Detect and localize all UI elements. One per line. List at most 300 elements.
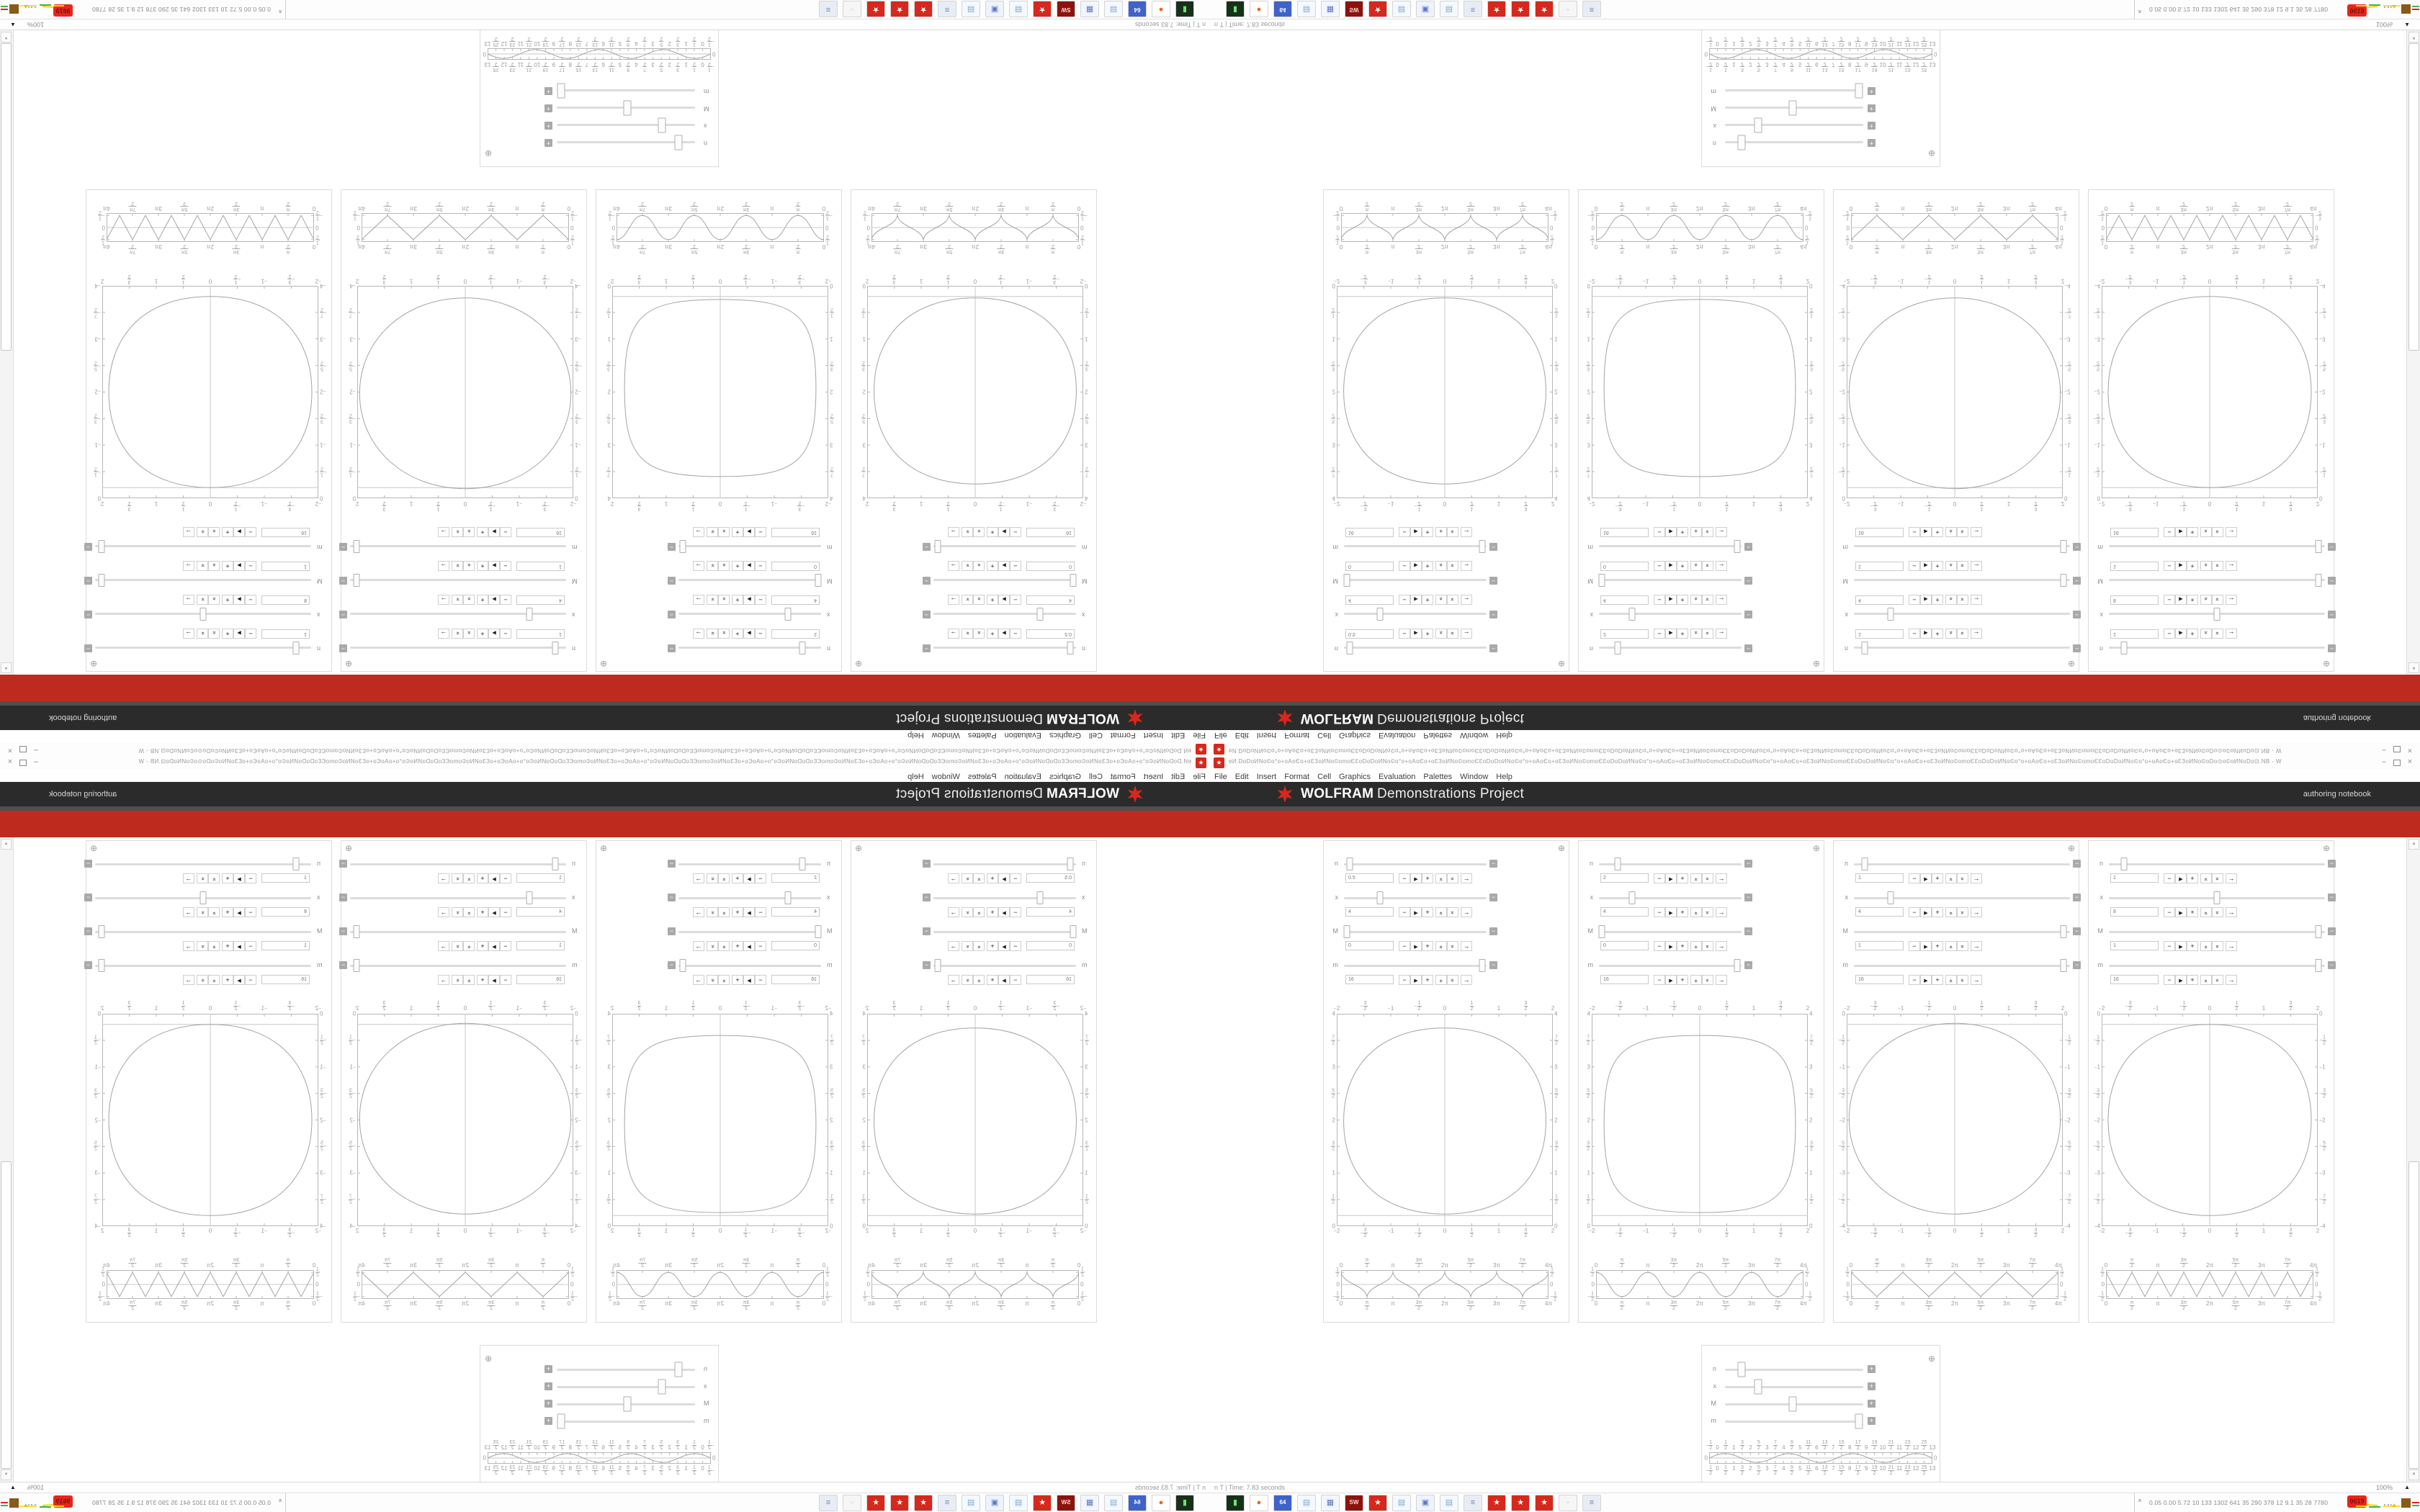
value-field-m[interactable]: 16 [771, 975, 820, 984]
direction-button[interactable]: → [1461, 561, 1472, 571]
direction-button[interactable]: → [183, 527, 194, 537]
slider-handle[interactable] [935, 540, 941, 553]
mathematica-icon[interactable]: ★ [1033, 1495, 1052, 1511]
play-button[interactable]: ▶ [1920, 595, 1932, 605]
play-button[interactable]: ▶ [233, 941, 245, 951]
menu-window[interactable]: Window [1460, 773, 1489, 781]
decrement-button[interactable]: − [1909, 907, 1920, 917]
value-field-M[interactable]: 0 [1600, 562, 1649, 571]
increment-button[interactable]: + [987, 907, 998, 917]
direction-button[interactable]: → [438, 907, 449, 917]
increment-button[interactable]: + [1422, 629, 1433, 639]
menu-edit[interactable]: Edit [1171, 731, 1186, 739]
slider-handle[interactable] [1479, 959, 1486, 972]
increment-button[interactable]: + [732, 975, 743, 985]
slower-button[interactable]: « [452, 595, 463, 605]
notebook-icon[interactable]: ▤ [1009, 1, 1028, 17]
slower-button[interactable]: « [1702, 941, 1713, 951]
value-field-n[interactable]: 1 [261, 629, 310, 639]
play-button[interactable]: ▶ [2175, 527, 2187, 537]
decrement-button[interactable]: − [500, 907, 511, 917]
notebook-icon[interactable]: ▤ [1104, 1495, 1123, 1511]
direction-button[interactable]: → [1971, 595, 1982, 605]
decrement-button[interactable]: − [1010, 595, 1021, 605]
faster-button[interactable]: « [463, 595, 475, 605]
scroll-down-icon[interactable]: ▼ [2408, 32, 2419, 42]
slider-handle[interactable] [1067, 642, 1074, 654]
direction-button[interactable]: → [1461, 527, 1472, 537]
play-button[interactable]: ▶ [488, 975, 500, 985]
slider-track[interactable] [933, 613, 1076, 615]
slider-handle[interactable] [799, 858, 806, 870]
play-button[interactable]: ▶ [2175, 595, 2187, 605]
direction-button[interactable]: → [183, 907, 194, 917]
direction-button[interactable]: → [1461, 975, 1472, 985]
panel-options-icon[interactable]: ⊕ [345, 659, 353, 669]
collapse-field-icon[interactable]: − [1489, 961, 1497, 969]
value-field-n[interactable]: 1 [516, 629, 565, 639]
collapse-field-icon[interactable]: − [923, 577, 931, 585]
tray-chevron-icon[interactable]: « [276, 1498, 284, 1503]
slower-button[interactable]: « [1957, 629, 1968, 639]
faster-button[interactable]: « [1945, 907, 1957, 917]
slider-track[interactable] [95, 931, 311, 933]
slider-handle[interactable] [1067, 858, 1074, 870]
slower-button[interactable]: « [962, 527, 973, 537]
collapse-field-icon[interactable]: − [1744, 543, 1752, 551]
increment-button[interactable]: + [2187, 941, 2198, 951]
slower-button[interactable]: « [452, 561, 463, 571]
panel-options-icon[interactable]: ⊕ [1812, 843, 1820, 853]
increment-button[interactable]: + [1932, 527, 1943, 537]
value-field-x[interactable]: 8 [261, 907, 310, 917]
decrement-button[interactable]: − [2164, 595, 2175, 605]
value-field-x[interactable]: 4 [516, 907, 565, 917]
notebook-icon[interactable]: ▤ [1104, 1, 1123, 17]
slider-track[interactable] [1344, 897, 1487, 899]
slider-track[interactable] [933, 647, 1076, 649]
slider-handle[interactable] [624, 1397, 632, 1412]
direction-button[interactable]: → [948, 873, 959, 883]
direction-button[interactable]: → [438, 975, 449, 985]
direction-button[interactable]: → [948, 907, 959, 917]
play-button[interactable]: ▶ [743, 561, 755, 571]
app-window-icon[interactable]: ▣ [1416, 1, 1435, 17]
faster-button[interactable]: « [718, 527, 730, 537]
direction-button[interactable]: → [693, 975, 704, 985]
slower-button[interactable]: « [1702, 595, 1713, 605]
expand-field-icon[interactable]: + [544, 1400, 552, 1408]
collapse-field-icon[interactable]: − [1489, 894, 1497, 901]
expand-field-icon[interactable]: + [1868, 139, 1876, 147]
faster-button[interactable]: « [2200, 873, 2212, 883]
play-button[interactable]: ▶ [1920, 907, 1932, 917]
browser-icon[interactable]: ● [1152, 1495, 1170, 1511]
collapse-field-icon[interactable]: − [2073, 611, 2081, 618]
play-button[interactable]: ▶ [1665, 595, 1677, 605]
inactive-window-icon[interactable]: ▫ [843, 1, 861, 17]
direction-button[interactable]: → [1461, 941, 1472, 951]
faster-button[interactable]: « [208, 561, 220, 571]
value-field-m[interactable]: 16 [2110, 975, 2159, 984]
play-button[interactable]: ▶ [488, 629, 500, 639]
decrement-button[interactable]: − [500, 975, 511, 985]
slider-handle[interactable] [552, 642, 559, 654]
scroll-icon[interactable]: ≡ [938, 1, 956, 17]
tray-arrow-icon[interactable]: ▲ [10, 1484, 16, 1490]
menu-evaluation[interactable]: Evaluation [1004, 773, 1041, 781]
notebook-icon[interactable]: ▤ [962, 1495, 980, 1511]
collapse-field-icon[interactable]: − [2328, 894, 2336, 901]
slider-handle[interactable] [1479, 540, 1486, 553]
collapse-field-icon[interactable]: − [1744, 577, 1752, 585]
menu-insert[interactable]: Insert [1256, 731, 1277, 739]
value-field-M[interactable]: 0 [1026, 562, 1075, 571]
slower-button[interactable]: « [962, 629, 973, 639]
value-field-m[interactable]: 16 [2110, 528, 2159, 537]
faster-button[interactable]: « [1945, 873, 1957, 883]
faster-button[interactable]: « [463, 561, 475, 571]
window-titlebar[interactable] [1210, 756, 2420, 770]
value-field-m[interactable]: 16 [516, 975, 565, 984]
faster-button[interactable]: « [2200, 561, 2212, 571]
direction-button[interactable]: → [1971, 527, 1982, 537]
value-field-m[interactable]: 16 [261, 528, 310, 537]
slider-handle[interactable] [354, 574, 360, 587]
slider-track[interactable] [350, 897, 566, 899]
faster-button[interactable]: « [208, 941, 220, 951]
collapse-field-icon[interactable]: − [339, 927, 347, 935]
increment-button[interactable]: + [222, 975, 233, 985]
decrement-button[interactable]: − [1010, 907, 1021, 917]
slower-button[interactable]: « [707, 873, 718, 883]
notebook-icon[interactable]: ▤ [962, 1, 980, 17]
decrement-button[interactable]: − [500, 527, 511, 537]
browser-icon[interactable]: ● [1152, 1, 1170, 17]
slider-handle[interactable] [1855, 84, 1863, 99]
inactive-window-icon[interactable]: ▫ [1559, 1, 1577, 17]
increment-button[interactable]: + [1932, 975, 1943, 985]
decrement-button[interactable]: − [1909, 941, 1920, 951]
scroll-icon[interactable]: ≡ [1582, 1495, 1601, 1511]
faster-button[interactable]: « [718, 941, 730, 951]
slider-track[interactable] [557, 89, 695, 91]
play-button[interactable]: ▶ [1665, 975, 1677, 985]
slider-track[interactable] [1725, 1421, 1863, 1423]
panel-options-icon[interactable]: ⊕ [90, 843, 98, 853]
slider-handle[interactable] [1888, 891, 1894, 904]
increment-button[interactable]: + [1932, 873, 1943, 883]
slower-button[interactable]: « [197, 975, 208, 985]
increment-button[interactable]: + [732, 527, 743, 537]
faster-button[interactable]: « [208, 975, 220, 985]
play-button[interactable]: ▶ [743, 941, 755, 951]
mathematica-icon[interactable]: ★ [1368, 1, 1387, 17]
slower-button[interactable]: « [1957, 975, 1968, 985]
increment-button[interactable]: + [1932, 941, 1943, 951]
slower-button[interactable]: « [197, 873, 208, 883]
slider-handle[interactable] [2214, 608, 2220, 621]
play-button[interactable]: ▶ [1665, 629, 1677, 639]
play-button[interactable]: ▶ [1920, 941, 1932, 951]
decrement-button[interactable]: − [2164, 561, 2175, 571]
increment-button[interactable]: + [477, 527, 488, 537]
faster-button[interactable]: « [1945, 527, 1957, 537]
value-field-M[interactable]: 1 [261, 941, 310, 950]
collapse-field-icon[interactable]: − [923, 961, 931, 969]
increment-button[interactable]: + [1677, 527, 1688, 537]
increment-button[interactable]: + [222, 907, 233, 917]
collapse-field-icon[interactable]: − [923, 611, 931, 618]
faster-button[interactable]: « [1690, 595, 1702, 605]
slider-track[interactable] [1599, 613, 1742, 615]
panel-options-icon[interactable]: ⊕ [855, 843, 863, 853]
vertical-scrollbar[interactable] [0, 30, 14, 675]
slider-handle[interactable] [1599, 574, 1605, 587]
faster-button[interactable]: « [1435, 595, 1447, 605]
slider-handle[interactable] [99, 925, 105, 938]
notebook-icon[interactable]: ▤ [1297, 1, 1316, 17]
direction-button[interactable]: → [2226, 595, 2237, 605]
slower-button[interactable]: « [452, 941, 463, 951]
slider-track[interactable] [350, 579, 566, 581]
decrement-button[interactable]: − [2164, 873, 2175, 883]
faster-button[interactable]: « [1945, 975, 1957, 985]
slider-track[interactable] [350, 965, 566, 967]
slower-button[interactable]: « [1447, 873, 1458, 883]
increment-button[interactable]: + [2187, 975, 2198, 985]
menu-palettes[interactable]: Palettes [1423, 773, 1453, 781]
slider-handle[interactable] [815, 925, 822, 938]
slower-button[interactable]: « [1702, 561, 1713, 571]
notebook-icon[interactable]: ▤ [1440, 1495, 1458, 1511]
slider-handle[interactable] [680, 959, 686, 972]
slider-track[interactable] [95, 863, 311, 865]
play-button[interactable]: ▶ [743, 907, 755, 917]
faster-button[interactable]: « [718, 873, 730, 883]
slower-button[interactable]: « [197, 561, 208, 571]
value-field-m[interactable]: 16 [1600, 528, 1649, 537]
decrement-button[interactable]: − [500, 941, 511, 951]
decrement-button[interactable]: − [1010, 629, 1021, 639]
decrement-button[interactable]: − [245, 595, 256, 605]
slider-handle[interactable] [815, 574, 822, 587]
decrement-button[interactable]: − [1010, 941, 1021, 951]
slider-handle[interactable] [99, 540, 105, 553]
increment-button[interactable]: + [1422, 975, 1433, 985]
slider-track[interactable] [1344, 965, 1487, 967]
value-field-M[interactable]: 1 [1855, 941, 1904, 950]
slider-track[interactable] [1344, 579, 1487, 581]
direction-button[interactable]: → [1971, 975, 1982, 985]
slider-track[interactable] [1854, 897, 2070, 899]
scrollbar-thumb[interactable] [1, 43, 12, 351]
faster-button[interactable]: « [973, 873, 985, 883]
panel-options-icon[interactable]: ⊕ [1557, 843, 1565, 853]
collapse-field-icon[interactable]: − [668, 927, 676, 935]
play-button[interactable]: ▶ [998, 561, 1010, 571]
scroll-icon[interactable]: ≡ [938, 1495, 956, 1511]
increment-button[interactable]: + [1932, 907, 1943, 917]
slider-handle[interactable] [1344, 574, 1350, 587]
menu-cell[interactable]: Cell [1317, 773, 1332, 781]
menu-insert[interactable]: Insert [1256, 773, 1277, 781]
increment-button[interactable]: + [477, 907, 488, 917]
direction-button[interactable]: → [948, 561, 959, 571]
panel-options-icon[interactable]: ⊕ [600, 659, 608, 669]
slower-button[interactable]: « [1447, 629, 1458, 639]
direction-button[interactable]: → [183, 975, 194, 985]
menu-graphics[interactable]: Graphics [1339, 773, 1371, 781]
value-field-M[interactable]: 1 [261, 562, 310, 571]
slider-track[interactable] [2109, 579, 2325, 581]
play-button[interactable]: ▶ [233, 873, 245, 883]
decrement-button[interactable]: − [1399, 907, 1410, 917]
scroll-up-icon[interactable]: ▲ [2408, 662, 2419, 673]
collapse-field-icon[interactable]: − [1489, 543, 1497, 551]
value-field-m[interactable]: 16 [771, 528, 820, 537]
slower-button[interactable]: « [962, 561, 973, 571]
slider-handle[interactable] [1888, 608, 1894, 621]
collapse-field-icon[interactable]: − [339, 894, 347, 901]
slower-button[interactable]: « [707, 595, 718, 605]
value-field-M[interactable]: 1 [516, 941, 565, 950]
collapse-field-icon[interactable]: − [2073, 543, 2081, 551]
red-cube-icon[interactable]: SW [1057, 1, 1075, 17]
play-button[interactable]: ▶ [2175, 629, 2187, 639]
increment-button[interactable]: + [222, 629, 233, 639]
expand-field-icon[interactable]: + [1868, 1400, 1876, 1408]
play-button[interactable]: ▶ [743, 629, 755, 639]
slider-track[interactable] [678, 965, 821, 967]
decrement-button[interactable]: − [1909, 629, 1920, 639]
faster-button[interactable]: « [2200, 975, 2212, 985]
slider-handle[interactable] [2061, 574, 2067, 587]
slider-track[interactable] [557, 1386, 695, 1388]
menu-help[interactable]: Help [908, 773, 924, 781]
panel-options-icon[interactable]: ⊕ [1812, 659, 1820, 669]
increment-button[interactable]: + [1932, 561, 1943, 571]
increment-button[interactable]: + [2187, 527, 2198, 537]
slower-button[interactable]: « [962, 873, 973, 883]
decrement-button[interactable]: − [755, 561, 766, 571]
direction-button[interactable]: → [1971, 629, 1982, 639]
direction-button[interactable]: → [1461, 629, 1472, 639]
collapse-field-icon[interactable]: − [668, 860, 676, 868]
slider-handle[interactable] [675, 135, 683, 150]
slider-track[interactable] [1854, 613, 2070, 615]
slider-track[interactable] [1854, 647, 2070, 649]
direction-button[interactable]: → [693, 561, 704, 571]
menu-evaluation[interactable]: Evaluation [1004, 731, 1041, 739]
decrement-button[interactable]: − [755, 629, 766, 639]
value-field-n[interactable]: 1 [2110, 873, 2159, 883]
decrement-button[interactable]: − [755, 941, 766, 951]
value-field-n[interactable]: 0.5 [1345, 873, 1394, 883]
play-button[interactable]: ▶ [743, 975, 755, 985]
slider-track[interactable] [1725, 89, 1863, 91]
collapse-field-icon[interactable]: − [339, 611, 347, 618]
slider-handle[interactable] [1347, 858, 1353, 870]
slower-button[interactable]: « [2212, 941, 2223, 951]
collapse-field-icon[interactable]: − [84, 577, 92, 585]
slider-handle[interactable] [680, 540, 686, 553]
value-field-n[interactable]: 0.5 [1026, 629, 1075, 639]
increment-button[interactable]: + [1677, 629, 1688, 639]
menu-edit[interactable]: Edit [1234, 773, 1249, 781]
direction-button[interactable]: → [2226, 975, 2237, 985]
close-icon[interactable]: × [7, 757, 13, 766]
value-field-n[interactable]: 1 [1855, 873, 1904, 883]
collapse-field-icon[interactable]: − [2328, 577, 2336, 585]
faster-button[interactable]: « [1690, 561, 1702, 571]
increment-button[interactable]: + [1677, 907, 1688, 917]
slider-track[interactable] [95, 965, 311, 967]
play-button[interactable]: ▶ [233, 527, 245, 537]
direction-button[interactable]: → [948, 527, 959, 537]
decrement-button[interactable]: − [2164, 975, 2175, 985]
faster-button[interactable]: « [208, 629, 220, 639]
inactive-window-icon[interactable]: ▫ [1559, 1495, 1577, 1511]
increment-button[interactable]: + [477, 975, 488, 985]
collapse-field-icon[interactable]: − [668, 543, 676, 551]
scroll-icon[interactable]: ≡ [1582, 1, 1601, 17]
play-button[interactable]: ▶ [488, 907, 500, 917]
decrement-button[interactable]: − [1654, 975, 1665, 985]
slider-track[interactable] [933, 863, 1076, 865]
expand-field-icon[interactable]: + [544, 104, 552, 112]
decrement-button[interactable]: − [1010, 873, 1021, 883]
faster-button[interactable]: « [2200, 941, 2212, 951]
menu-edit[interactable]: Edit [1234, 731, 1249, 739]
faster-button[interactable]: « [208, 595, 220, 605]
slider-handle[interactable] [354, 959, 360, 972]
panel-options-icon[interactable]: ⊕ [855, 659, 863, 669]
calculator-icon[interactable]: ▦ [1321, 1, 1340, 17]
decrement-button[interactable]: − [1654, 595, 1665, 605]
increment-button[interactable]: + [732, 629, 743, 639]
minimize-icon[interactable]: – [33, 746, 39, 755]
value-field-n[interactable]: 2 [771, 629, 820, 639]
collapse-field-icon[interactable]: − [668, 894, 676, 901]
direction-button[interactable]: → [1971, 873, 1982, 883]
minimize-icon[interactable]: – [2381, 746, 2387, 755]
slider-handle[interactable] [1734, 540, 1741, 553]
value-field-x[interactable]: 4 [1026, 595, 1075, 605]
decrement-button[interactable]: − [1654, 873, 1665, 883]
decrement-button[interactable]: − [755, 527, 766, 537]
play-button[interactable]: ▶ [1410, 941, 1422, 951]
decrement-button[interactable]: − [500, 873, 511, 883]
slower-button[interactable]: « [707, 975, 718, 985]
slider-handle[interactable] [1037, 891, 1044, 904]
collapse-field-icon[interactable]: − [2073, 644, 2081, 652]
direction-button[interactable]: → [693, 941, 704, 951]
decrement-button[interactable]: − [755, 873, 766, 883]
slider-handle[interactable] [99, 959, 105, 972]
slower-button[interactable]: « [962, 941, 973, 951]
slider-track[interactable] [1854, 545, 2070, 547]
faster-button[interactable]: « [718, 561, 730, 571]
slider-handle[interactable] [557, 1414, 565, 1429]
increment-button[interactable]: + [1422, 595, 1433, 605]
slider-track[interactable] [95, 579, 311, 581]
collapse-field-icon[interactable]: − [84, 644, 92, 652]
increment-button[interactable]: + [477, 629, 488, 639]
collapse-field-icon[interactable]: − [2328, 644, 2336, 652]
value-field-M[interactable]: 0 [1345, 941, 1394, 950]
slider-handle[interactable] [99, 574, 105, 587]
